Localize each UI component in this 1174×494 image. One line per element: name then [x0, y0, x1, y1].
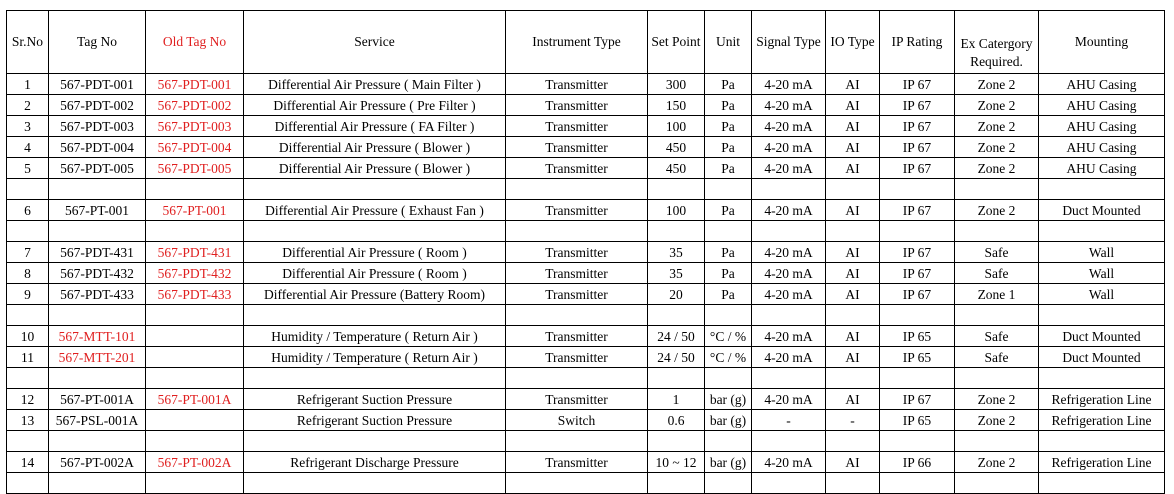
header-ip-rating: IP Rating	[880, 11, 955, 74]
cell-old-tag-no: 567-PT-001A	[146, 389, 244, 410]
cell-ip-rating: IP 65	[880, 410, 955, 431]
cell-mounting: Wall	[1039, 284, 1165, 305]
cell-mounting: AHU Casing	[1039, 137, 1165, 158]
empty-cell	[752, 368, 826, 389]
spacer-row	[7, 221, 1165, 242]
table-row	[7, 137, 1165, 158]
cell-tag-no: 567-PDT-432	[49, 263, 146, 284]
cell-signal-type: 4-20 mA	[752, 284, 826, 305]
empty-cell	[244, 473, 506, 494]
empty-cell	[826, 305, 880, 326]
table-row	[7, 284, 1165, 305]
cell-mounting: Wall	[1039, 263, 1165, 284]
cell-set-point: 450	[648, 158, 705, 179]
cell-mounting: AHU Casing	[1039, 74, 1165, 95]
cell-ex-category: Zone 2	[955, 137, 1039, 158]
empty-cell	[752, 221, 826, 242]
cell-service: Differential Air Pressure ( Room )	[244, 263, 506, 284]
cell-signal-type: 4-20 mA	[752, 263, 826, 284]
cell-tag-no: 567-PDT-001	[49, 74, 146, 95]
cell-signal-type: 4-20 mA	[752, 326, 826, 347]
empty-cell	[955, 221, 1039, 242]
cell-ex-category: Safe	[955, 242, 1039, 263]
cell-service: Refrigerant Suction Pressure	[244, 410, 506, 431]
empty-cell	[1039, 221, 1165, 242]
cell-mounting: AHU Casing	[1039, 95, 1165, 116]
empty-cell	[826, 431, 880, 452]
header-unit: Unit	[705, 11, 752, 74]
cell-ip-rating: IP 67	[880, 116, 955, 137]
cell-mounting: AHU Casing	[1039, 158, 1165, 179]
table-row	[7, 452, 1165, 473]
cell-tag-no: 567-PDT-431	[49, 242, 146, 263]
cell-unit: Pa	[705, 74, 752, 95]
empty-cell	[244, 305, 506, 326]
cell-io-type: AI	[826, 74, 880, 95]
cell-instrument-type: Transmitter	[506, 158, 648, 179]
cell-instrument-type: Transmitter	[506, 263, 648, 284]
cell-old-tag-no: 567-PT-002A	[146, 452, 244, 473]
cell-sr-no: 3	[7, 116, 49, 137]
cell-tag-no: 567-PDT-003	[49, 116, 146, 137]
cell-service: Refrigerant Suction Pressure	[244, 389, 506, 410]
cell-tag-no: 567-PDT-433	[49, 284, 146, 305]
cell-io-type: AI	[826, 242, 880, 263]
cell-set-point: 300	[648, 74, 705, 95]
cell-ex-category: Zone 2	[955, 95, 1039, 116]
cell-set-point: 35	[648, 263, 705, 284]
cell-ip-rating: IP 67	[880, 389, 955, 410]
empty-cell	[955, 473, 1039, 494]
cell-sr-no: 12	[7, 389, 49, 410]
empty-cell	[648, 305, 705, 326]
header-sr-no: Sr.No	[7, 11, 49, 74]
table-row	[7, 410, 1165, 431]
cell-old-tag-no: 567-PDT-005	[146, 158, 244, 179]
empty-cell	[506, 431, 648, 452]
cell-unit: °C / %	[705, 347, 752, 368]
cell-service: Differential Air Pressure ( Room )	[244, 242, 506, 263]
cell-old-tag-no: 567-PDT-004	[146, 137, 244, 158]
empty-cell	[49, 431, 146, 452]
table-row	[7, 158, 1165, 179]
cell-signal-type: 4-20 mA	[752, 347, 826, 368]
cell-unit: °C / %	[705, 326, 752, 347]
cell-ip-rating: IP 67	[880, 95, 955, 116]
cell-set-point: 100	[648, 200, 705, 221]
empty-cell	[7, 221, 49, 242]
empty-cell	[146, 473, 244, 494]
empty-cell	[506, 179, 648, 200]
cell-old-tag-no: 567-PDT-432	[146, 263, 244, 284]
cell-set-point: 35	[648, 242, 705, 263]
empty-cell	[880, 305, 955, 326]
empty-cell	[705, 431, 752, 452]
cell-signal-type: 4-20 mA	[752, 452, 826, 473]
cell-ip-rating: IP 67	[880, 158, 955, 179]
empty-cell	[880, 368, 955, 389]
cell-set-point: 10 ~ 12	[648, 452, 705, 473]
cell-unit: Pa	[705, 284, 752, 305]
cell-mounting: Duct Mounted	[1039, 200, 1165, 221]
cell-io-type: AI	[826, 137, 880, 158]
cell-io-type: AI	[826, 95, 880, 116]
cell-unit: Pa	[705, 200, 752, 221]
cell-mounting: Refrigeration Line	[1039, 452, 1165, 473]
cell-signal-type: 4-20 mA	[752, 242, 826, 263]
table-row	[7, 74, 1165, 95]
cell-instrument-type: Transmitter	[506, 284, 648, 305]
cell-signal-type: 4-20 mA	[752, 116, 826, 137]
header-set-point: Set Point	[648, 11, 705, 74]
cell-ip-rating: IP 66	[880, 452, 955, 473]
header-mounting: Mounting	[1039, 11, 1165, 74]
table-row	[7, 326, 1165, 347]
empty-cell	[880, 179, 955, 200]
empty-cell	[826, 368, 880, 389]
cell-sr-no: 14	[7, 452, 49, 473]
cell-ip-rating: IP 67	[880, 284, 955, 305]
empty-cell	[506, 368, 648, 389]
empty-cell	[49, 305, 146, 326]
empty-cell	[880, 473, 955, 494]
empty-cell	[49, 368, 146, 389]
spacer-row	[7, 368, 1165, 389]
empty-cell	[705, 179, 752, 200]
empty-cell	[49, 221, 146, 242]
cell-ex-category: Safe	[955, 347, 1039, 368]
cell-sr-no: 4	[7, 137, 49, 158]
empty-cell	[7, 431, 49, 452]
spacer-row	[7, 179, 1165, 200]
cell-instrument-type: Transmitter	[506, 347, 648, 368]
cell-ex-category: Zone 2	[955, 410, 1039, 431]
empty-cell	[955, 305, 1039, 326]
cell-service: Differential Air Pressure ( Pre Filter )	[244, 95, 506, 116]
cell-service: Refrigerant Discharge Pressure	[244, 452, 506, 473]
cell-ex-category: Zone 2	[955, 389, 1039, 410]
empty-cell	[648, 473, 705, 494]
empty-cell	[7, 305, 49, 326]
cell-set-point: 0.6	[648, 410, 705, 431]
cell-ip-rating: IP 65	[880, 347, 955, 368]
empty-cell	[506, 305, 648, 326]
cell-set-point: 1	[648, 389, 705, 410]
empty-cell	[7, 473, 49, 494]
cell-tag-no: 567-MTT-201	[49, 347, 146, 368]
cell-unit: Pa	[705, 137, 752, 158]
cell-instrument-type: Transmitter	[506, 137, 648, 158]
cell-tag-no: 567-PDT-002	[49, 95, 146, 116]
cell-ip-rating: IP 67	[880, 242, 955, 263]
instrument-schedule-table	[6, 10, 1165, 494]
table-row	[7, 263, 1165, 284]
cell-set-point: 100	[648, 116, 705, 137]
cell-service: Differential Air Pressure (Battery Room)	[244, 284, 506, 305]
cell-instrument-type: Transmitter	[506, 95, 648, 116]
cell-set-point: 20	[648, 284, 705, 305]
header-ex-category-line1: Ex Catergory	[960, 36, 1033, 51]
cell-set-point: 24 / 50	[648, 326, 705, 347]
cell-set-point: 24 / 50	[648, 347, 705, 368]
cell-sr-no: 8	[7, 263, 49, 284]
cell-ex-category: Zone 2	[955, 74, 1039, 95]
cell-sr-no: 11	[7, 347, 49, 368]
header-old-tag-no: Old Tag No	[146, 11, 244, 74]
empty-cell	[506, 473, 648, 494]
cell-ex-category: Safe	[955, 263, 1039, 284]
cell-ex-category: Zone 1	[955, 284, 1039, 305]
cell-service: Humidity / Temperature ( Return Air )	[244, 347, 506, 368]
cell-unit: Pa	[705, 158, 752, 179]
spacer-row	[7, 431, 1165, 452]
header-io-type: IO Type	[826, 11, 880, 74]
cell-ip-rating: IP 67	[880, 74, 955, 95]
empty-cell	[648, 221, 705, 242]
cell-unit: bar (g)	[705, 410, 752, 431]
empty-cell	[244, 368, 506, 389]
table-row	[7, 116, 1165, 137]
cell-signal-type: 4-20 mA	[752, 200, 826, 221]
empty-cell	[880, 221, 955, 242]
empty-cell	[1039, 305, 1165, 326]
cell-signal-type: 4-20 mA	[752, 74, 826, 95]
empty-cell	[648, 431, 705, 452]
cell-signal-type: 4-20 mA	[752, 389, 826, 410]
cell-sr-no: 7	[7, 242, 49, 263]
cell-old-tag-no	[146, 326, 244, 347]
cell-instrument-type: Transmitter	[506, 326, 648, 347]
empty-cell	[146, 368, 244, 389]
header-instrument-type: Instrument Type	[506, 11, 648, 74]
empty-cell	[506, 221, 648, 242]
empty-cell	[705, 368, 752, 389]
cell-tag-no: 567-PT-001	[49, 200, 146, 221]
empty-cell	[1039, 179, 1165, 200]
cell-instrument-type: Transmitter	[506, 200, 648, 221]
cell-instrument-type: Transmitter	[506, 389, 648, 410]
cell-io-type: AI	[826, 284, 880, 305]
empty-cell	[826, 473, 880, 494]
cell-io-type: AI	[826, 200, 880, 221]
cell-set-point: 150	[648, 95, 705, 116]
cell-tag-no: 567-PT-002A	[49, 452, 146, 473]
table-row	[7, 200, 1165, 221]
cell-mounting: Duct Mounted	[1039, 326, 1165, 347]
cell-mounting: Refrigeration Line	[1039, 410, 1165, 431]
cell-unit: bar (g)	[705, 452, 752, 473]
cell-io-type: AI	[826, 326, 880, 347]
cell-ip-rating: IP 65	[880, 326, 955, 347]
empty-cell	[826, 221, 880, 242]
header-row	[7, 11, 1165, 74]
cell-sr-no: 13	[7, 410, 49, 431]
empty-cell	[1039, 368, 1165, 389]
spacer-row	[7, 305, 1165, 326]
empty-cell	[1039, 431, 1165, 452]
cell-set-point: 450	[648, 137, 705, 158]
cell-ex-category: Safe	[955, 326, 1039, 347]
cell-instrument-type: Transmitter	[506, 74, 648, 95]
header-tag-no: Tag No	[49, 11, 146, 74]
cell-old-tag-no	[146, 410, 244, 431]
cell-service: Differential Air Pressure ( Exhaust Fan )	[244, 200, 506, 221]
cell-ex-category: Zone 2	[955, 200, 1039, 221]
empty-cell	[49, 473, 146, 494]
cell-old-tag-no: 567-PT-001	[146, 200, 244, 221]
cell-signal-type: 4-20 mA	[752, 137, 826, 158]
cell-sr-no: 2	[7, 95, 49, 116]
empty-cell	[752, 179, 826, 200]
cell-mounting: Refrigeration Line	[1039, 389, 1165, 410]
cell-ex-category: Zone 2	[955, 116, 1039, 137]
cell-io-type: AI	[826, 263, 880, 284]
empty-cell	[955, 179, 1039, 200]
empty-cell	[146, 305, 244, 326]
empty-cell	[705, 221, 752, 242]
empty-cell	[826, 179, 880, 200]
cell-sr-no: 1	[7, 74, 49, 95]
cell-old-tag-no: 567-PDT-431	[146, 242, 244, 263]
cell-unit: bar (g)	[705, 389, 752, 410]
cell-mounting: Wall	[1039, 242, 1165, 263]
empty-cell	[705, 473, 752, 494]
empty-cell	[7, 179, 49, 200]
empty-cell	[1039, 473, 1165, 494]
cell-service: Differential Air Pressure ( Blower )	[244, 158, 506, 179]
header-signal-type: Signal Type	[752, 11, 826, 74]
cell-tag-no: 567-PSL-001A	[49, 410, 146, 431]
empty-cell	[7, 368, 49, 389]
cell-io-type: AI	[826, 158, 880, 179]
empty-cell	[955, 431, 1039, 452]
cell-unit: Pa	[705, 95, 752, 116]
cell-tag-no: 567-MTT-101	[49, 326, 146, 347]
table-row	[7, 242, 1165, 263]
cell-service: Differential Air Pressure ( FA Filter )	[244, 116, 506, 137]
cell-sr-no: 5	[7, 158, 49, 179]
cell-service: Differential Air Pressure ( Blower )	[244, 137, 506, 158]
header-service: Service	[244, 11, 506, 74]
empty-cell	[752, 473, 826, 494]
cell-ip-rating: IP 67	[880, 200, 955, 221]
spacer-row	[7, 473, 1165, 494]
empty-cell	[752, 431, 826, 452]
cell-unit: Pa	[705, 263, 752, 284]
cell-sr-no: 10	[7, 326, 49, 347]
cell-tag-no: 567-PT-001A	[49, 389, 146, 410]
cell-ip-rating: IP 67	[880, 263, 955, 284]
cell-old-tag-no	[146, 347, 244, 368]
cell-signal-type: 4-20 mA	[752, 158, 826, 179]
empty-cell	[146, 221, 244, 242]
cell-io-type: -	[826, 410, 880, 431]
cell-old-tag-no: 567-PDT-003	[146, 116, 244, 137]
header-ex-category	[955, 11, 1039, 74]
empty-cell	[244, 431, 506, 452]
empty-cell	[146, 431, 244, 452]
empty-cell	[49, 179, 146, 200]
empty-cell	[955, 368, 1039, 389]
cell-instrument-type: Transmitter	[506, 116, 648, 137]
cell-ip-rating: IP 67	[880, 137, 955, 158]
cell-tag-no: 567-PDT-004	[49, 137, 146, 158]
cell-io-type: AI	[826, 116, 880, 137]
cell-instrument-type: Switch	[506, 410, 648, 431]
table-row	[7, 347, 1165, 368]
empty-cell	[146, 179, 244, 200]
cell-unit: Pa	[705, 242, 752, 263]
empty-cell	[648, 368, 705, 389]
cell-ex-category: Zone 2	[955, 452, 1039, 473]
cell-old-tag-no: 567-PDT-001	[146, 74, 244, 95]
cell-io-type: AI	[826, 452, 880, 473]
empty-cell	[244, 179, 506, 200]
cell-sr-no: 9	[7, 284, 49, 305]
cell-ex-category: Zone 2	[955, 158, 1039, 179]
cell-old-tag-no: 567-PDT-433	[146, 284, 244, 305]
cell-instrument-type: Transmitter	[506, 452, 648, 473]
header-ex-category-line2: Required.	[970, 54, 1023, 69]
empty-cell	[648, 179, 705, 200]
cell-old-tag-no: 567-PDT-002	[146, 95, 244, 116]
cell-io-type: AI	[826, 347, 880, 368]
cell-instrument-type: Transmitter	[506, 242, 648, 263]
empty-cell	[752, 305, 826, 326]
cell-service: Humidity / Temperature ( Return Air )	[244, 326, 506, 347]
empty-cell	[880, 431, 955, 452]
cell-tag-no: 567-PDT-005	[49, 158, 146, 179]
empty-cell	[705, 305, 752, 326]
cell-mounting: AHU Casing	[1039, 116, 1165, 137]
table-row	[7, 95, 1165, 116]
cell-unit: Pa	[705, 116, 752, 137]
cell-io-type: AI	[826, 389, 880, 410]
cell-signal-type: -	[752, 410, 826, 431]
cell-sr-no: 6	[7, 200, 49, 221]
table-row	[7, 389, 1165, 410]
empty-cell	[244, 221, 506, 242]
cell-service: Differential Air Pressure ( Main Filter )	[244, 74, 506, 95]
cell-mounting: Duct Mounted	[1039, 347, 1165, 368]
cell-signal-type: 4-20 mA	[752, 95, 826, 116]
